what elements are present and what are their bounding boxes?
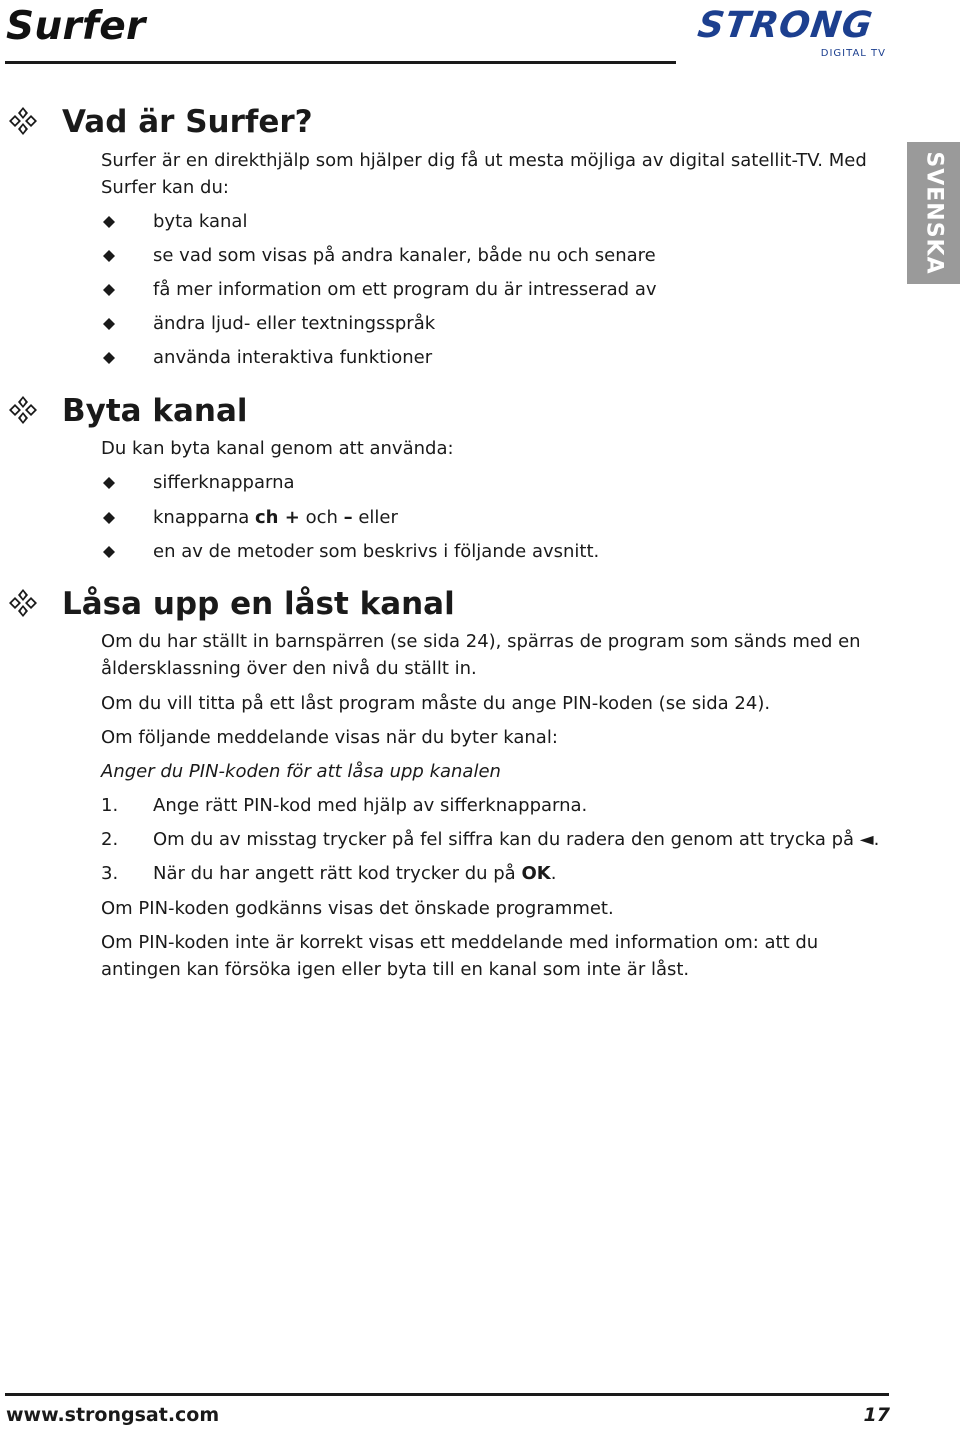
strong-logo (696, 4, 892, 64)
footer-rule (5, 1393, 889, 1396)
logo-wordmark: STRONG (695, 5, 876, 46)
paragraph: Om PIN-koden inte är korrekt visas ett meddelande med information om: att du antingen kan försöka igen eller byta till en kanal som inte är låst. (101, 932, 819, 980)
paragraph: Om följande meddelande visas när du byter kanal: (101, 727, 558, 748)
diamond-bullet-icon (103, 318, 115, 330)
text-run: knapparna (153, 507, 255, 528)
step-text (153, 860, 556, 887)
paragraph: Om PIN-koden godkänns visas det önskade programmet. (101, 898, 614, 919)
on-screen-message: Anger du PIN-koden för att låsa upp kanalen (101, 761, 501, 782)
language-side-tab (907, 142, 960, 284)
diamond-bullet-icon (103, 546, 115, 558)
intro-paragraph: Surfer är en direkthjälp som hjälper dig få ut mesta möjliga av digital satellit-TV. Med Surfer kan du: (101, 150, 867, 198)
text-run: och (299, 507, 344, 528)
header-rule (5, 61, 676, 64)
diamond-bullet-icon (103, 284, 115, 296)
step-number: 2. (101, 829, 119, 850)
diamond-bullet-icon (103, 250, 115, 262)
key-ok: OK (521, 863, 551, 884)
diamond-bullet-icon (103, 352, 115, 364)
step-text: Om du av misstag trycker på fel siffra kan du radera den genom att trycka på ◄. (153, 829, 880, 850)
list-item-text: sifferknapparna (153, 472, 295, 493)
list-item-text: se vad som visas på andra kanaler, både nu och senare (153, 245, 656, 266)
key-minus: – (343, 507, 353, 528)
page-number: 17 (863, 1404, 890, 1426)
logo-subtext: DIGITAL TV (820, 48, 886, 59)
text-run: eller (352, 507, 398, 528)
paragraph: Om du vill titta på ett låst program måste du ange PIN-koden (se sida 24). (101, 693, 771, 714)
page-title: Surfer (6, 4, 146, 49)
list-item-text: få mer information om ett program du är intresserad av (153, 279, 657, 300)
text-run: När du har angett rätt kod trycker du på (153, 863, 522, 884)
list-item-text: använda interaktiva funktioner (153, 347, 433, 368)
key-ch-plus: ch + (255, 507, 300, 528)
step-number: 3. (101, 863, 119, 884)
heading-text: Vad är Surfer? (62, 104, 313, 140)
heading-text: Låsa upp en låst kanal (62, 586, 455, 622)
list-item-text: byta kanal (153, 211, 248, 232)
diamond-cluster-icon (8, 395, 38, 425)
step-text: Ange rätt PIN-kod med hjälp av sifferknapparna. (153, 795, 588, 816)
step-number: 1. (101, 795, 119, 816)
diamond-cluster-icon (8, 588, 38, 618)
diamond-cluster-icon (8, 106, 38, 136)
list-item-text: ändra ljud- eller textningsspråk (153, 313, 436, 334)
list-item-text (153, 504, 398, 531)
diamond-bullet-icon (103, 512, 115, 524)
heading-text: Byta kanal (62, 393, 248, 429)
intro-paragraph: Du kan byta kanal genom att använda: (101, 438, 454, 459)
text-run: . (550, 863, 557, 884)
diamond-bullet-icon (103, 477, 115, 489)
list-item-text: en av de metoder som beskrivs i följande avsnitt. (153, 541, 600, 562)
diamond-bullet-icon (103, 216, 115, 228)
paragraph: Om du har ställt in barnspärren (se sida 24), spärras de program som sänds med en åldersklassning över den nivå du ställt in. (101, 631, 861, 679)
language-label: SVENSKA (921, 151, 946, 275)
footer-url: www.strongsat.com (6, 1404, 220, 1426)
